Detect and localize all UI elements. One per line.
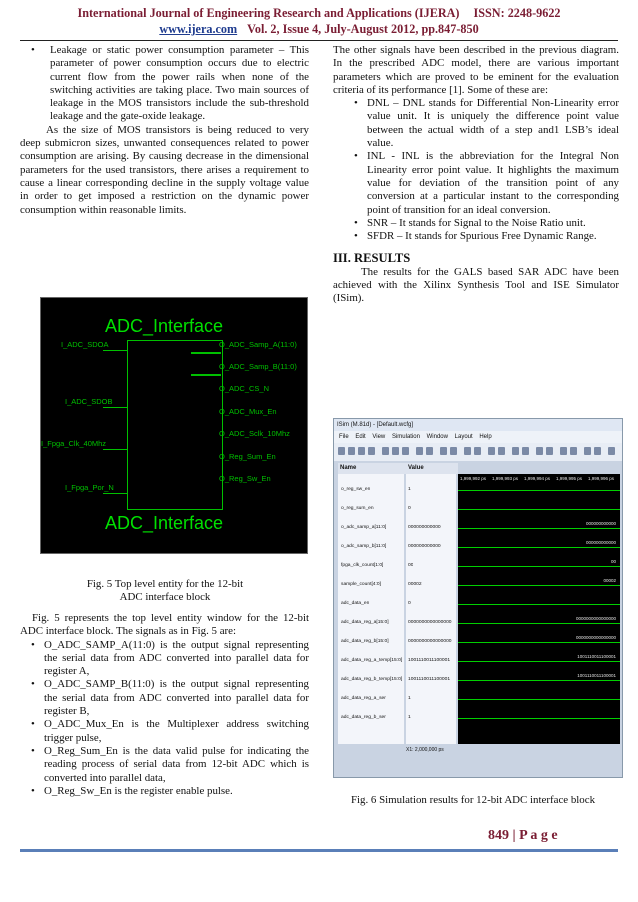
signal-name[interactable]: o_reg_sw_en [341, 487, 371, 492]
menu-edit[interactable]: Edit [355, 434, 366, 440]
isim-title-bar: ISim (M.81d) - [Default.wcfg] [334, 419, 623, 431]
column-header-name[interactable]: Name [338, 463, 406, 474]
signal-name[interactable]: sample_count[4:0] [341, 582, 381, 587]
signal-name-pane [338, 474, 404, 744]
waveform-trace [458, 547, 620, 548]
journal-header [0, 6, 638, 21]
waveform-value: 000000000000 [585, 540, 616, 545]
waveform-value: 1001110011100001 [577, 654, 616, 659]
toolbar-icon[interactable] [560, 447, 567, 455]
signal-value: 00 [408, 563, 414, 568]
menu-layout[interactable]: Layout [454, 434, 473, 440]
signal-value: 1 [408, 487, 411, 492]
paragraph-mos-size: As the size of MOS transistors is being reduced to very deep submicron sizes, unwanted consequences related to power consumption are arising. By causing decrease in the dimensional parameters for the used transistors, there arises a requirement to cause a linear corresponding decline in the supply voltage value in order to get imposed a restriction on the dynamic power consumption within reasonable limits. [20, 123, 309, 216]
fig5-title-top: ADC_Interface [105, 316, 224, 336]
signal-item: • O_ADC_SAMP_B(11:0) is the output signal representing the serial data from ADC converted into parallel data for register B, [20, 678, 309, 718]
waveform-trace [458, 490, 620, 491]
isim-toolbar [334, 443, 622, 461]
toolbar-icon[interactable] [450, 447, 457, 455]
pin-out-sw: O_Reg_Sw_En [219, 474, 271, 483]
paragraph-fig5: Fig. 5 represents the top level entity window for the 12-bit ADC interface block. The signals as in Fig. 5 are: [20, 612, 309, 638]
signal-name[interactable]: adc_data_reg_b_ser [341, 715, 386, 720]
time-tick: 1,999,995 ps [556, 476, 583, 481]
pin-out-sclk: O_ADC_Sclk_10Mhz [219, 429, 290, 438]
leakage-item: • Leakage or static power consumption parameter – This parameter of power consumption occurs due to electric current flow from the power rails when none of the switching activities are taking place. Two main sources of leakage in the MOS transistors include the sub-threshold leakage and the gate-oxide leakage. [20, 44, 309, 124]
toolbar-icon[interactable] [546, 447, 553, 455]
entity-box [127, 340, 223, 510]
toolbar-icon[interactable] [464, 447, 471, 455]
signal-value: 1001110011100001 [408, 677, 451, 682]
signal-value: 1 [408, 696, 411, 701]
signal-item: • O_Reg_Sw_En is the register enable pulse. [20, 785, 309, 798]
fig5-entity-diagram [40, 297, 308, 554]
menu-simulation[interactable]: Simulation [391, 434, 420, 440]
column-header-value[interactable]: Value [406, 463, 458, 474]
toolbar-icon[interactable] [392, 447, 399, 455]
toolbar-icon[interactable] [402, 447, 409, 455]
journal-subheader [0, 22, 638, 37]
pin-out-samp-a: O_ADC_Samp_A(11:0) [219, 340, 297, 349]
header-rule [20, 40, 618, 41]
signal-name[interactable]: adc_data_en [341, 601, 370, 606]
signal-value: 1 [408, 715, 411, 720]
waveform-trace [458, 623, 620, 624]
toolbar-icon[interactable] [474, 447, 481, 455]
left-column [20, 44, 309, 217]
pin-out-cs: O_ADC_CS_N [219, 384, 270, 393]
menu-help[interactable]: Help [479, 434, 492, 440]
volume-info: Vol. 2, Issue 4, July-August 2012, pp.847-850 [247, 22, 479, 36]
toolbar-icon[interactable] [348, 447, 355, 455]
waveform-value: 00002 [603, 578, 616, 583]
issn: ISSN: 2248-9622 [473, 6, 561, 20]
toolbar-icon[interactable] [512, 447, 519, 455]
menu-view[interactable]: View [372, 434, 386, 440]
paragraph-parameters: The other signals have been described in the previous diagram. In the prescribed ADC model, there are various important parameters which are proved to be eminent for the evaluation criteria of its performance [1]. Some of these are: [333, 44, 619, 96]
fig5-caption: Fig. 5 Top level entity for the 12-bit ADC interface block [86, 578, 244, 604]
pin-in-por: I_Fpga_Por_N [65, 483, 114, 492]
pin-bus [191, 374, 221, 376]
signal-name[interactable]: o_adc_samp_a[11:0] [341, 525, 387, 530]
signal-name[interactable]: adc_data_reg_b_temp[15:0] [341, 677, 403, 682]
pin-line [103, 449, 127, 450]
time-tick: 1,999,993 ps [492, 476, 519, 481]
pin-in-sdob: I_ADC_SDOB [65, 397, 113, 406]
toolbar-icon[interactable] [338, 447, 345, 455]
waveform-trace [458, 585, 620, 586]
time-tick: 1,999,992 ps [460, 476, 487, 481]
signal-name[interactable]: adc_data_reg_b[15:0] [341, 639, 389, 644]
param-item: • SNR – It stands for Signal to the Noise Ratio unit. [343, 217, 619, 230]
toolbar-icon[interactable] [536, 447, 543, 455]
pin-line [103, 493, 127, 494]
toolbar-icon[interactable] [488, 447, 495, 455]
pin-line [103, 350, 127, 351]
toolbar-icon[interactable] [440, 447, 447, 455]
waveform-trace [458, 528, 620, 529]
signal-value: 0000000000000000 [408, 639, 452, 644]
signal-item: • O_ADC_Mux_En is the Multiplexer address switching trigger pulse, [20, 718, 309, 745]
signal-name[interactable]: adc_data_reg_a_temp[15:0] [341, 658, 403, 663]
signal-value: 0000000000000000 [408, 620, 452, 625]
signal-value: 0 [408, 601, 411, 606]
toolbar-icon[interactable] [368, 447, 375, 455]
leakage-list [20, 44, 309, 124]
toolbar-icon[interactable] [416, 447, 423, 455]
signal-list [20, 639, 309, 799]
param-item: • INL - INL is the abbreviation for the Integral Non Linearity error point value. It highlights the maximum value for deviation of the transition point of any conversion at a particular instant to the corresponding point of transition for an ideal conversion. [343, 150, 619, 216]
param-item: • SFDR – It stands for Spurious Free Dynamic Range. [343, 230, 619, 243]
fig6-caption: Fig. 6 Simulation results for 12-bit ADC interface block [350, 794, 596, 806]
signal-value: 000000000000 [408, 544, 441, 549]
waveform-trace [458, 566, 620, 567]
footer-rule [20, 849, 618, 852]
signal-value: 000000000000 [408, 525, 441, 530]
signal-value-pane [406, 474, 456, 744]
time-tick: 1,999,994 ps [524, 476, 551, 481]
signal-name[interactable]: fpga_clk_count[1:0] [341, 563, 384, 568]
signal-value: 00002 [408, 582, 422, 587]
right-column [333, 44, 619, 306]
journal-title: International Journal of Engineering Research and Applications (IJERA) [77, 6, 460, 20]
fig6-isim-screenshot [333, 418, 623, 778]
waveform-value: 1001110011100001 [577, 673, 616, 678]
website-link[interactable]: www.ijera.com [159, 22, 238, 36]
waveform-value: 0000000000000000 [575, 616, 616, 621]
toolbar-icon[interactable] [382, 447, 389, 455]
toolbar-icon[interactable] [570, 447, 577, 455]
signal-item: • O_ADC_SAMP_A(11:0) is the output signal representing the serial data from ADC converted into parallel data for register A, [20, 639, 309, 679]
menu-window[interactable]: Window [426, 434, 448, 440]
pin-out-samp-b: O_ADC_Samp_B(11:0) [219, 362, 297, 371]
param-item: • DNL – DNL stands for Differential Non-Linearity error value unit. It is uniquely the difference point value between the actual width of a step and1 LSB’s ideal value. [343, 97, 619, 150]
waveform-trace [458, 699, 620, 700]
waveform-trace [458, 604, 620, 605]
time-tick: 1,999,996 ps [588, 476, 615, 481]
signal-value: 1001110011100001 [408, 658, 451, 663]
left-column-lower [20, 612, 309, 798]
toolbar-icon[interactable] [594, 447, 601, 455]
pin-out-mux: O_ADC_Mux_En [219, 407, 277, 416]
fig5-title-bottom: ADC_Interface [105, 513, 224, 533]
waveform-value: 000000000000 [585, 521, 616, 526]
waveform-value: 00 [610, 559, 616, 564]
isim-menu-bar [334, 431, 622, 443]
results-heading: III. RESULTS [333, 251, 411, 266]
waveform-trace [458, 661, 620, 662]
waveform-pane [458, 474, 620, 744]
toolbar-icon[interactable] [358, 447, 365, 455]
cursor-readout: X1: 2,000,000 ps [406, 747, 444, 753]
signal-name[interactable]: o_reg_sum_en [341, 506, 374, 511]
toolbar-icon[interactable] [426, 447, 433, 455]
pin-in-clk: I_Fpga_Clk_40Mhz [41, 439, 107, 448]
waveform-value: 0000000000000000 [575, 635, 616, 640]
pin-line [103, 407, 127, 408]
pin-out-sum: O_Reg_Sum_En [219, 452, 276, 461]
page-number: 849 | P a g e [488, 828, 558, 843]
paragraph-results: The results for the GALS based SAR ADC have been achieved with the Xilinx Synthesis Tool and ISE Simulator (ISim). [333, 265, 619, 305]
pin-bus [191, 352, 221, 354]
toolbar-icon[interactable] [522, 447, 529, 455]
signal-name[interactable]: adc_data_reg_a[15:0] [341, 620, 389, 625]
pin-in-sdoa: I_ADC_SDOA [61, 340, 109, 349]
toolbar-icon[interactable] [584, 447, 591, 455]
waveform-trace [458, 680, 620, 681]
parameter-list [343, 97, 619, 243]
toolbar-icon[interactable] [498, 447, 505, 455]
waveform-trace [458, 718, 620, 719]
signal-name[interactable]: o_adc_samp_b[11:0] [341, 544, 387, 549]
menu-file[interactable]: File [339, 434, 349, 440]
toolbar-icon[interactable] [608, 447, 615, 455]
signal-value: 0 [408, 506, 411, 511]
signal-name[interactable]: adc_data_reg_a_ser [341, 696, 386, 701]
signal-item: • O_Reg_Sum_En is the data valid pulse for indicating the reading process of serial data from 12-bit ADC which is converted into parallel data, [20, 745, 309, 785]
waveform-trace [458, 642, 620, 643]
waveform-trace [458, 509, 620, 510]
